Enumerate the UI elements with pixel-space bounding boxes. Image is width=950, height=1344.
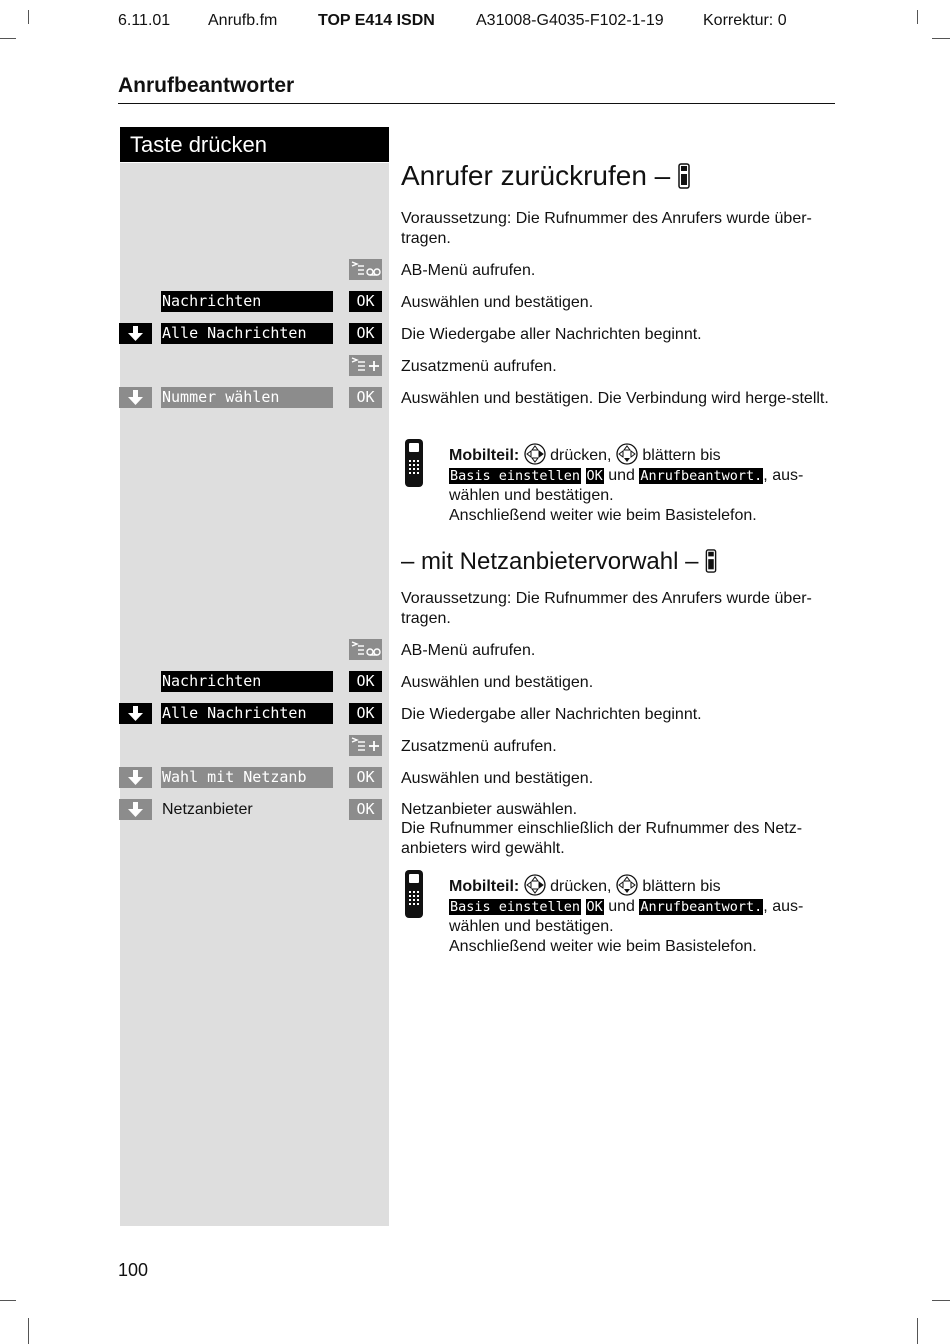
mobile-tail: , aus- (763, 897, 804, 915)
scroll-down-key[interactable] (119, 387, 152, 408)
step-text-detail: Die Rufnummer einschließlich der Rufnummer des Netz-anbieters wird gewählt. (401, 820, 803, 857)
handset-icon (678, 163, 690, 189)
option-anrufbeantwort: Anrufbeantwort. (640, 898, 763, 915)
section-title: Anrufbeantworter (118, 74, 295, 97)
ab-menu-icon (349, 259, 382, 280)
option-anrufbeantwort: Anrufbeantwort. (640, 467, 763, 484)
scroll-down-key[interactable] (119, 799, 152, 820)
ok-key[interactable]: OK (349, 291, 382, 312)
section-rule (118, 103, 835, 104)
ab-menu-key[interactable] (349, 639, 382, 660)
mobile-line3: wählen und bestätigen. (449, 918, 614, 935)
block2-title (401, 548, 717, 576)
nav-key-icon (524, 443, 546, 465)
mobile-note (449, 874, 839, 956)
header-model: TOP E414 ISDN (318, 12, 435, 29)
arrow-down-icon (119, 703, 152, 724)
header-file: Anrufb.fm (208, 12, 278, 29)
mobile-and: und (608, 897, 635, 915)
block1-precondition: Voraussetzung: Die Rufnummer des Anrufers wurde über-tragen. (401, 210, 812, 247)
mobile-label: Mobilteil: (449, 878, 520, 895)
extra-menu-key[interactable] (349, 355, 382, 376)
nav-key-down-icon (616, 443, 638, 465)
extra-menu-icon (349, 355, 382, 376)
mobile-line4: Anschließend weiter wie beim Basistelefon. (449, 937, 757, 955)
step-text: Zusatzmenü aufrufen. (401, 358, 557, 375)
step-text: Die Wiedergabe aller Nachrichten beginnt. (401, 326, 702, 343)
step-text: Auswählen und bestätigen. Die Verbindung wird herge-stellt. (401, 390, 829, 407)
mobile-scroll: blättern bis (642, 447, 721, 464)
ok-key[interactable]: OK (349, 767, 382, 788)
ok-key[interactable]: OK (349, 703, 382, 724)
step-text: Zusatzmenü aufrufen. (401, 738, 557, 755)
handset-icon (705, 549, 717, 573)
crop-mark (28, 10, 29, 24)
extra-menu-key[interactable] (349, 735, 382, 756)
step-text: Auswählen und bestätigen. (401, 770, 594, 787)
mobile-scroll: blättern bis (642, 878, 721, 895)
block1-title (401, 160, 690, 192)
display-wahl-mit-netzanb[interactable]: Wahl mit Netzanb (161, 767, 333, 788)
block2-precondition: Voraussetzung: Die Rufnummer des Anrufers wurde über-tragen. (401, 590, 812, 627)
arrow-down-icon (119, 767, 152, 788)
ok-key[interactable]: OK (349, 387, 382, 408)
nav-key-down-icon (616, 874, 638, 896)
header-doc-id: A31008-G4035-F102-1-19 (476, 12, 664, 29)
mobile-and: und (608, 466, 635, 484)
mobile-label: Mobilteil: (449, 447, 520, 464)
arrow-down-icon (119, 323, 152, 344)
column-header: Taste drücken (120, 127, 389, 162)
header-correction: Korrektur: 0 (703, 12, 787, 29)
extra-menu-icon (349, 735, 382, 756)
scroll-down-key[interactable] (119, 767, 152, 788)
arrow-down-icon (119, 387, 152, 408)
option-ok: OK (586, 898, 603, 915)
header-date: 6.11.01 (118, 12, 171, 29)
ab-menu-icon (349, 639, 382, 660)
crop-mark (917, 10, 918, 24)
display-nummer-waehlen[interactable]: Nummer wählen (161, 387, 333, 408)
label-netzanbieter: Netzanbieter (162, 801, 253, 818)
step-text: AB-Menü aufrufen. (401, 262, 536, 279)
page-number: 100 (118, 1260, 149, 1280)
ok-key[interactable]: OK (349, 799, 382, 820)
display-alle-nachrichten[interactable]: Alle Nachrichten (161, 323, 333, 344)
display-alle-nachrichten[interactable]: Alle Nachrichten (161, 703, 333, 724)
mobile-line4: Anschließend weiter wie beim Basistelefon. (449, 506, 757, 524)
scroll-down-key[interactable] (119, 323, 152, 344)
nav-key-icon (524, 874, 546, 896)
block1-title-text: Anrufer zurückrufen – (401, 160, 671, 191)
mobile-handset-icon (404, 869, 424, 919)
option-basis-einstellen: Basis einstellen (450, 467, 581, 484)
crop-mark (0, 38, 16, 39)
mobile-tail: , aus- (763, 466, 804, 484)
mobile-line3: wählen und bestätigen. (449, 487, 614, 504)
mobile-note (449, 443, 839, 525)
mobile-press: drücken, (550, 447, 612, 464)
ab-menu-key[interactable] (349, 259, 382, 280)
display-nachrichten[interactable]: Nachrichten (161, 291, 333, 312)
step-text: Netzanbieter auswählen. (401, 801, 578, 818)
scroll-down-key[interactable] (119, 703, 152, 724)
crop-mark (28, 1318, 29, 1344)
option-basis-einstellen: Basis einstellen (450, 898, 581, 915)
arrow-down-icon (119, 799, 152, 820)
step-text: AB-Menü aufrufen. (401, 642, 536, 659)
crop-mark (932, 38, 950, 39)
crop-mark (932, 1300, 950, 1301)
crop-mark (917, 1318, 918, 1344)
option-ok: OK (586, 467, 603, 484)
ok-key[interactable]: OK (349, 323, 382, 344)
step-text: Auswählen und bestätigen. (401, 674, 594, 691)
step-text: Auswählen und bestätigen. (401, 294, 594, 311)
ok-key[interactable]: OK (349, 671, 382, 692)
step-text: Die Wiedergabe aller Nachrichten beginnt. (401, 706, 702, 723)
mobile-handset-icon (404, 438, 424, 488)
crop-mark (0, 1300, 16, 1301)
display-nachrichten[interactable]: Nachrichten (161, 671, 333, 692)
mobile-press: drücken, (550, 878, 612, 895)
block2-title-text: – mit Netzanbietervorwahl – (401, 548, 699, 575)
